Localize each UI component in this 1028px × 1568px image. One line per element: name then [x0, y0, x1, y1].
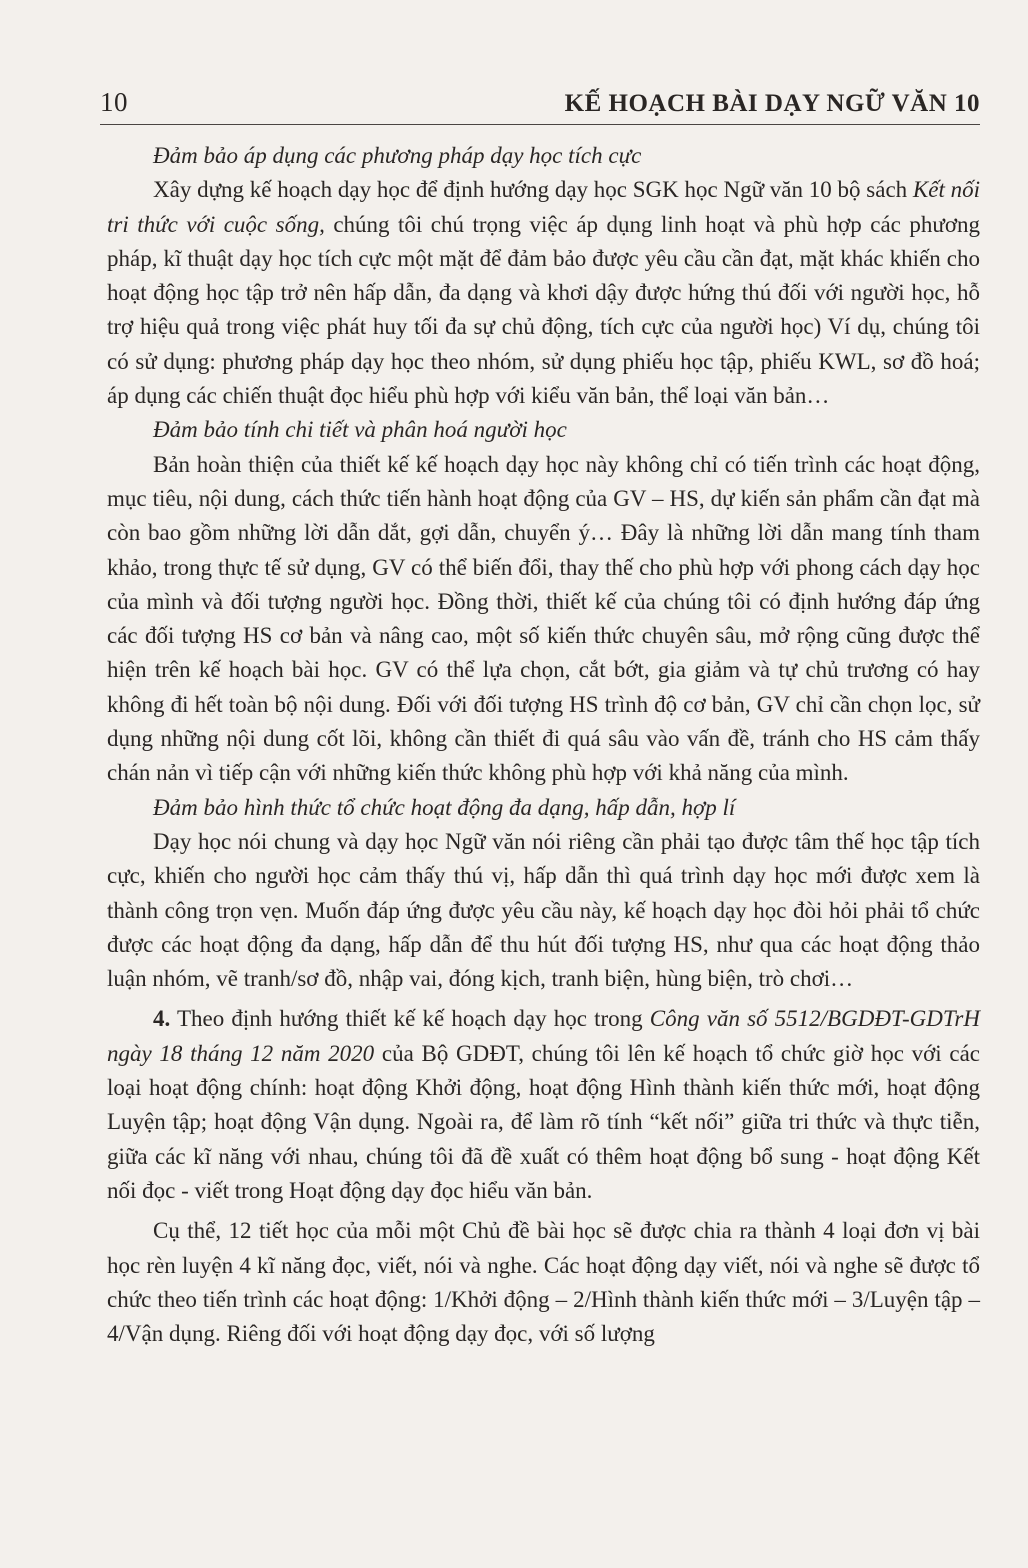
text-run: của Bộ GDĐT, chúng tôi lên kế hoạch tổ chức giờ học với các loại hoạt động chính: hoạt động Khởi động, hoạt động Hình thành kiến thức mới, hoạt động Luyện tập; hoạt động Vận dụng. Ngoài ra, để làm rõ tính “kết nối” giữa tri thức và thực tiễn, giữa các kĩ năng với nhau, chúng tôi đã đề xuất có thêm hoạt động bổ sung - hoạt động Kết nối đọc - viết trong Hoạt động dạy đọc hiểu văn bản. — [107, 1040, 980, 1203]
section-heading-active-methods: Đảm bảo áp dụng các phương pháp dạy học tích cực — [153, 143, 642, 168]
paragraph-differentiation: Bản hoàn thiện của thiết kế kế hoạch dạy học này không chỉ có tiến trình các hoạt động, mục tiêu, nội dung, cách thức tiến hành hoạt động của GV – HS, dự kiến sản phẩm cần đạt mà còn bao gồm những lời dẫn dắt, gợi dẫn, chuyển ý… Đây là những lời dẫn mang tính tham khảo, trong thực tế sử dụng, GV có thể biến đổi, thay thế cho phù hợp với phong cách dạy học của mình và đối tượng người học. Đồng thời, thiết kế của chúng tôi có định hướng đáp ứng các đối tượng HS cơ bản và nâng cao, một số kiến thức chuyên sâu, mở rộng cũng được thể hiện trên kế hoạch bài học. GV có thể lựa chọn, cắt bớt, gia giảm và tự chủ trương có hay không đi hết toàn bộ nội dung. Đối với đối tượng HS trình độ cơ bản, GV chỉ cần chọn lọc, sử dụng những nội dung cốt lõi, không cần thiết đi quá sâu vào vấn đề, tránh cho HS cảm thấy chán nản vì tiếp cận với những kiến thức không phù hợp với khả năng của mình. — [107, 451, 980, 786]
item-number: 4. — [153, 1006, 171, 1032]
text-run: Xây dựng kế hoạch dạy học để định hướng dạy học SGK học Ngữ văn 10 bộ sách — [153, 177, 913, 203]
paragraph-activity-forms: Dạy học nói chung và dạy học Ngữ văn nói riêng cần phải tạo được tâm thế học tập tích cực, khiến cho người học cảm thấy thú vị, hấp dẫn thì quá trình dạy học mới được xem là thành công trọn vẹn. Muốn đáp ứng được yêu cầu này, kế hoạch dạy học đòi hỏi phải tổ chức được các hoạt động đa dạng, hấp dẫn để thu hút đối tượng HS, như qua các hoạt động thảo luận nhóm, vẽ tranh/sơ đồ, nhập vai, đóng kịch, tranh biện, hùng biện, trò chơi… — [107, 828, 980, 992]
book-series-title: Kết nối tri thức với cuộc sống, — [107, 177, 980, 237]
page-number: 10 — [100, 87, 128, 117]
page-header — [100, 78, 980, 125]
text-run: Theo định hướng thiết kế kế hoạch dạy học trong — [170, 1006, 650, 1032]
body-text — [107, 139, 980, 1351]
section-heading-differentiation: Đảm bảo tính chi tiết và phân hoá người học — [153, 417, 567, 443]
section-heading-activity-forms: Đảm bảo hình thức tổ chức hoạt động đa dạng, hấp dẫn, hợp lí — [153, 794, 736, 820]
running-title: KẾ HOẠCH BÀI DẠY NGỮ VĂN 10 — [564, 90, 980, 117]
official-document-title: Công văn số 5512/BGDĐT-GDTrH ngày 18 tháng 12 năm 2020 — [107, 1006, 980, 1066]
text-run: chúng tôi chú trọng việc áp dụng linh hoạt và phù hợp các phương pháp, kĩ thuật dạy học tích cực một mặt để đảm bảo được yêu cầu cần đạt, mặt khác khiến cho hoạt động học tập trở nên hấp dẫn, đa dạng và khơi dậy được hứng thú đối với người học, hỗ trợ hiệu quả trong việc phát huy tối đa sự chủ động, tích cực của người học) Ví dụ, chúng tôi có sử dụng: phương pháp dạy học theo nhóm, sử dụng phiếu học tập, phiếu KWL, sơ đồ hoá; áp dụng các chiến thuật đọc hiểu phù hợp với kiểu văn bản, thể loại văn bản… — [107, 211, 980, 409]
paragraph-active-methods — [107, 173, 980, 413]
paragraph-item-4 — [107, 1002, 980, 1208]
paragraph-lesson-structure: Cụ thể, 12 tiết học của mỗi một Chủ đề bài học sẽ được chia ra thành 4 loại đơn vị bài học rèn luyện 4 kĩ năng đọc, viết, nói và nghe. Các hoạt động dạy viết, nói và nghe sẽ được tổ chức theo tiến trình các hoạt động: 1/Khởi động – 2/Hình thành kiến thức mới – 3/Luyện tập – 4/Vận dụng. Riêng đối với hoạt động dạy đọc, với số lượng — [107, 1218, 980, 1347]
